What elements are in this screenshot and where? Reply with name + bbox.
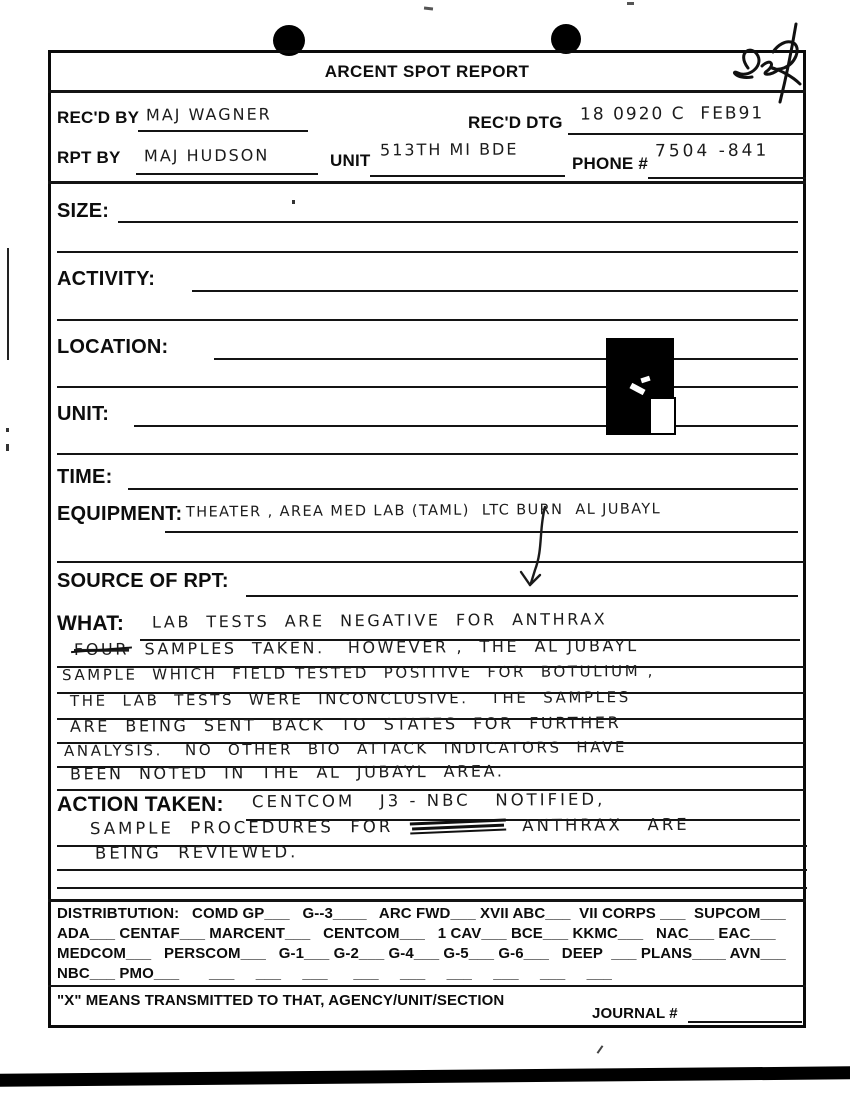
scan-edge-bar xyxy=(0,1066,850,1087)
distribution-line-2: ADA___ CENTAF___ MARCENT___ CENTCOM___ 1 CAV___ BCE___ KKMC___ NAC___ EAC___ xyxy=(57,925,776,942)
page-title: ARCENT SPOT REPORT xyxy=(324,62,530,81)
what-line-2-text: SAMPLES TAKEN. HOWEVER , THE AL JUBAYL xyxy=(128,636,639,659)
location-label: LOCATION: xyxy=(57,336,169,358)
what-line-7: BEEN NOTED IN THE AL JUBAYL AREA. xyxy=(69,761,505,784)
divider xyxy=(48,181,806,184)
rpt-by-label: RPT BY xyxy=(57,148,121,167)
writing-line xyxy=(57,887,807,889)
scan-artifact xyxy=(7,248,9,360)
writing-line xyxy=(57,453,798,455)
scan-artifact xyxy=(6,428,9,432)
action-line-2-post: ANTHRAX ARE xyxy=(505,814,690,836)
what-line-3: SAMPLE WHICH FIELD TESTED POSITIVE FOR BOTULIUM , xyxy=(61,661,656,685)
phone-label: PHONE # xyxy=(572,154,649,173)
writing-line xyxy=(648,177,806,179)
unit-hdr-label: UNIT xyxy=(330,151,371,170)
rpt-by-value: MAJ HUDSON xyxy=(143,145,270,166)
recd-dtg-label: REC'D DTG xyxy=(468,113,563,132)
recd-by-value: MAJ WAGNER xyxy=(145,104,272,125)
handdrawn-arrow xyxy=(512,504,560,596)
unit-field-label: UNIT: xyxy=(57,403,110,425)
scan-artifact xyxy=(424,7,433,11)
writing-line xyxy=(568,133,806,135)
action-taken-label: ACTION TAKEN: xyxy=(57,793,224,816)
writing-line xyxy=(214,358,798,360)
phone-value: 7504 -841 xyxy=(654,140,770,162)
distribution-line-1: DISTRIBTUTION: COMD GP___ G--3____ ARC FWD___ XVII ABC___ VII CORPS ___ SUPCOM___ xyxy=(57,905,786,922)
divider xyxy=(48,985,806,987)
what-line-2 xyxy=(74,636,639,659)
action-line-2-pre: SAMPLE PROCEDURES FOR xyxy=(89,816,410,839)
recd-dtg-value: 18 0920 C FEB91 xyxy=(579,103,765,125)
journal-number-label: JOURNAL # xyxy=(592,1005,678,1022)
writing-line xyxy=(138,130,308,132)
distribution-line-3: MEDCOM___ PERSCOM___ G-1___ G-2___ G-4___ G-5___ G-6___ DEEP ___ PLANS____ AVN___ xyxy=(57,945,786,962)
what-line-1: LAB TESTS ARE NEGATIVE FOR ANTHRAX xyxy=(151,609,608,632)
writing-line xyxy=(57,561,805,563)
size-label: SIZE: xyxy=(57,200,110,222)
writing-line xyxy=(57,869,807,871)
scan-artifact xyxy=(6,444,9,451)
journal-number-line xyxy=(688,1021,802,1023)
what-line-5: ARE BEING SENT BACK TO STATES FOR FURTHER xyxy=(69,713,622,736)
what-line-6: ANALYSIS. NO OTHER BIO ATTACK INDICATORS HAVE xyxy=(63,738,628,760)
crossed-out-word: FOUR xyxy=(73,639,130,659)
writing-line xyxy=(165,531,798,533)
time-label: TIME: xyxy=(57,466,113,488)
transmitted-note: "X" MEANS TRANSMITTED TO THAT, AGENCY/UNIT/SECTION xyxy=(57,992,505,1009)
scribbled-out-word xyxy=(410,817,507,836)
equipment-value: THEATER , AREA MED LAB (TAML) LTC BURN AL JUBAYL xyxy=(185,501,662,521)
action-line-1: CENTCOM J3 - NBC NOTIFIED, xyxy=(251,789,606,812)
unit-hdr-value: 513TH MI BDE xyxy=(379,139,519,160)
action-line-3: BEING REVIEWED. xyxy=(94,842,299,863)
what-label: WHAT: xyxy=(57,612,125,635)
writing-line xyxy=(136,173,318,175)
equipment-label: EQUIPMENT: xyxy=(57,503,183,525)
writing-line xyxy=(134,425,798,427)
writing-line xyxy=(57,386,798,388)
divider xyxy=(48,90,806,93)
form-border xyxy=(48,50,806,1028)
redaction-outline-box xyxy=(649,397,676,435)
writing-line xyxy=(246,595,798,597)
writing-line xyxy=(192,290,798,292)
activity-label: ACTIVITY: xyxy=(57,268,156,290)
divider xyxy=(48,899,806,902)
writing-line xyxy=(128,488,798,490)
distribution-line-4: NBC___ PMO___ ___ ___ ___ ___ ___ ___ ___ ___ ___ xyxy=(57,965,612,982)
writing-line xyxy=(57,251,798,253)
source-of-rpt-label: SOURCE OF RPT: xyxy=(57,570,229,592)
what-line-4: THE LAB TESTS WERE INCONCLUSIVE. THE SAMPLES xyxy=(69,688,631,710)
writing-line xyxy=(370,175,565,177)
writing-line xyxy=(118,221,798,223)
scan-artifact xyxy=(597,1045,604,1054)
writing-line xyxy=(57,319,798,321)
recd-by-label: REC'D BY xyxy=(57,108,140,127)
scan-artifact xyxy=(627,2,634,5)
